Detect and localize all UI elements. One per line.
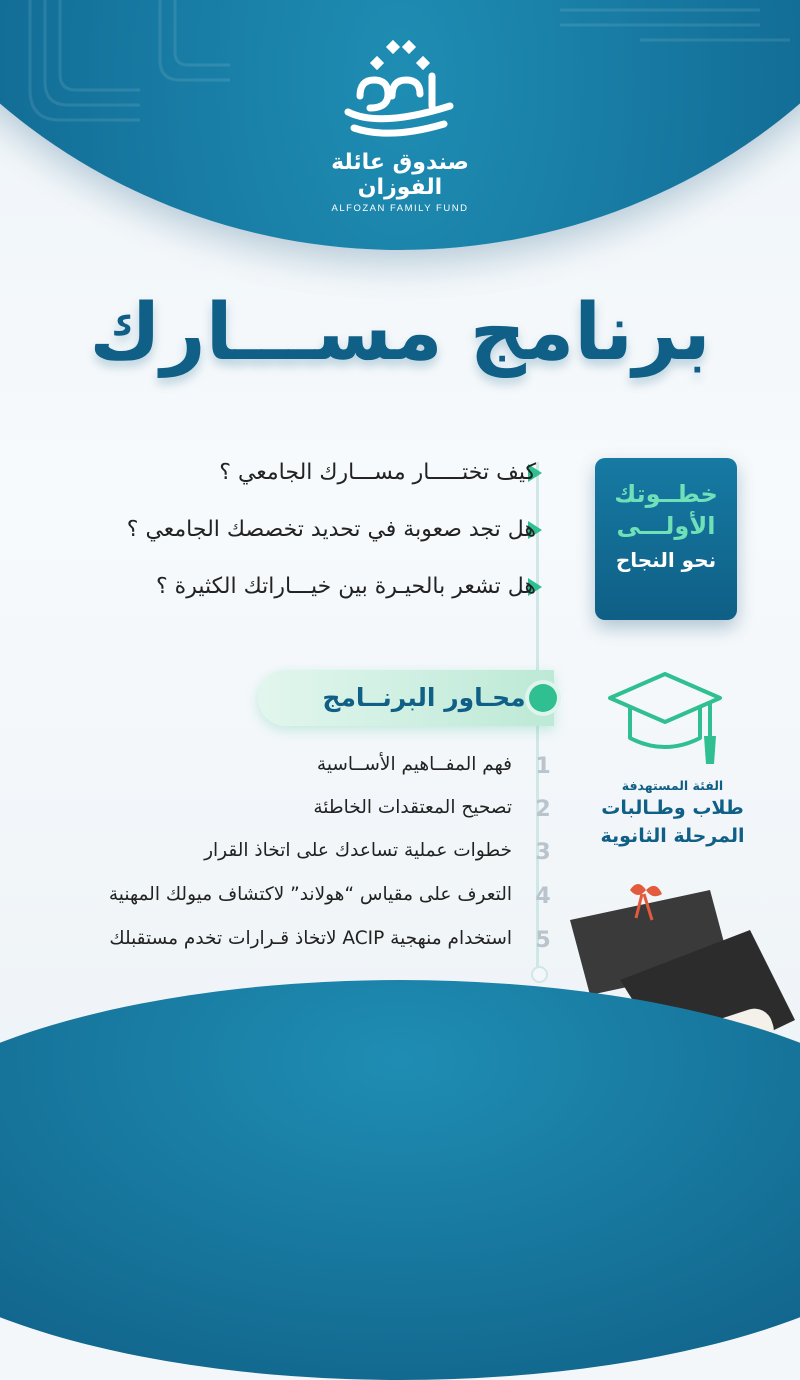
logo-mark-icon (340, 36, 460, 148)
question-3: هل تشعر بالحيـرة بين خيـــاراتك الكثيرة ؟ (156, 574, 536, 599)
step-line-1: خطــوتك (614, 480, 718, 508)
first-step-box (595, 458, 737, 620)
axis-item-5: استخدام منهجية ACIP لاتخاذ قـرارات تخدم مستقبلك (109, 928, 512, 949)
axis-item-2: تصحيح المعتقدات الخاطئة (313, 797, 512, 818)
logo (300, 36, 500, 214)
target-label: الفئة المستهدفة (621, 778, 724, 793)
axis-item-3: خطوات عملية تساعدك على اتخاذ القرار (204, 840, 512, 861)
target-line-2: المرحلة الثانوية (600, 825, 745, 847)
axis-item-1: فهم المفــاهيم الأســاسية (316, 754, 512, 775)
axes-bullet-icon (529, 684, 557, 712)
program-title: برنامج مســـارك (89, 288, 711, 378)
item-number-2: 2 (535, 797, 551, 822)
item-number-4: 4 (535, 884, 551, 909)
question-2: هل تجد صعوبة في تحديد تخصصك الجامعي ؟ (126, 517, 536, 542)
logo-english-name: ALFOZAN FAMILY FUND (331, 203, 469, 214)
item-number-1: 1 (535, 754, 551, 779)
target-line-1: طلاب وطـالبات (601, 797, 744, 819)
timeline-end-marker (531, 966, 548, 983)
target-audience (585, 778, 760, 849)
graduation-cap-icon (600, 660, 730, 770)
axis-item-4: التعرف على مقياس “هولاند” لاكتشاف ميولك المهنية (108, 884, 512, 905)
program-axes-title: محـاور البرنــامج (322, 683, 526, 712)
step-line-3: نحو النجاح (615, 548, 717, 572)
program-axes-header (258, 670, 554, 726)
step-line-2: الأولـــى (616, 512, 716, 540)
item-number-5: 5 (535, 928, 551, 953)
item-number-3: 3 (535, 840, 551, 865)
footer-arc (0, 980, 800, 1380)
question-1: كيف تختـــــار مســـارك الجامعي ؟ (219, 460, 536, 485)
logo-arabic-name: صندوق عائلة الفوزان (331, 150, 469, 200)
